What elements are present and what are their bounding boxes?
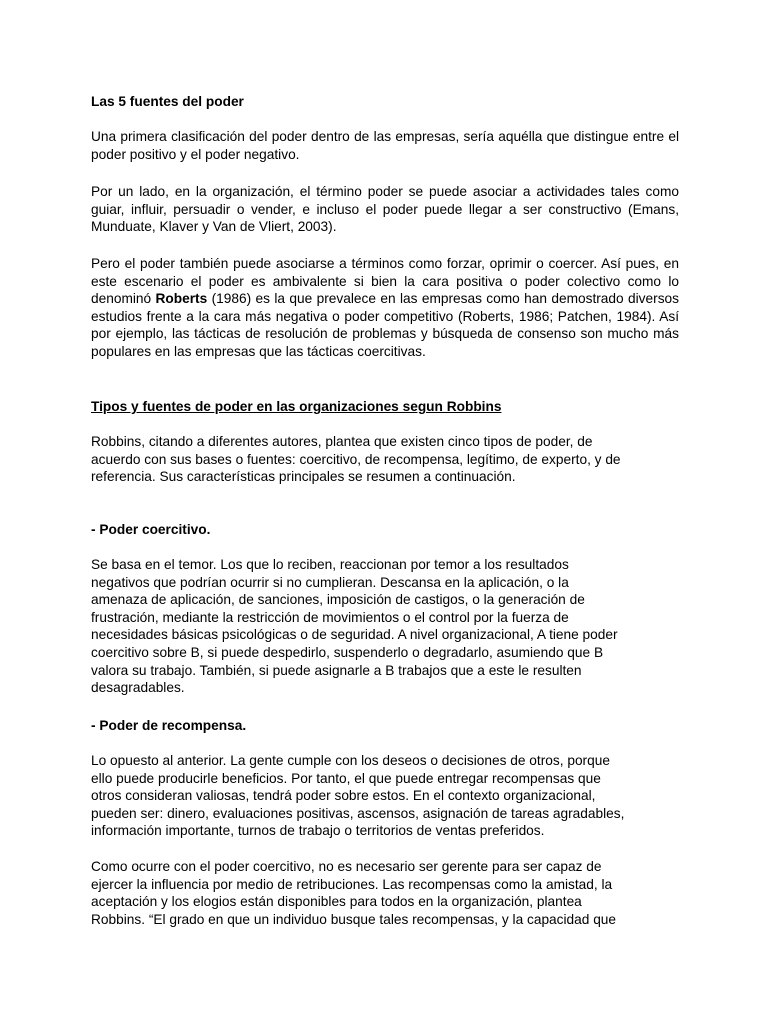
- paragraph-1: Una primera clasificación del poder dentro de las empresas, sería aquélla que distingue entre el poder positivo y el poder negativo.: [91, 129, 679, 162]
- text-line: acuerdo con sus bases o fuentes: coercitivo, de recompensa, legítimo, de experto, y de: [91, 451, 621, 467]
- text-line: negativos que podrían ocurrir si no cumplieran. Descansa en la aplicación, o la: [91, 574, 569, 590]
- text-line: otros consideran valiosas, tendrá poder sobre estos. En el contexto organizacional,: [91, 788, 596, 804]
- text-line: ello puede producirle beneficios. Por tanto, el que puede entregar recompensas que: [91, 770, 601, 786]
- text-line: Como ocurre con el poder coercitivo, no es necesario ser gerente para ser capaz de: [91, 859, 602, 874]
- text-line: coercitivo sobre B, si puede despedirlo, suspenderlo o degradarlo, asumiendo que B: [91, 644, 604, 660]
- text-line: desagradables.: [91, 680, 185, 696]
- text-line: Lo opuesto al anterior. La gente cumple con los deseos o decisiones de otros, porque: [91, 753, 610, 768]
- author-name: Roberts: [155, 291, 208, 307]
- paragraph-2: Por un lado, en la organización, el término poder se puede asociar a actividades tales como guiar, influir, persuadir o vender, e incluso el poder puede llegar a ser constructivo (Emans, Munduate, Klaver y Van de Vliert, 2003).: [91, 184, 679, 235]
- paragraph-5: [91, 556, 679, 697]
- text-line: Robbins. “El grado en que un individuo busque tales recompensas, y la capacidad que: [91, 911, 617, 927]
- text-line: valora su trabajo. También, si puede asignarle a B trabajos que a este le resulten: [91, 662, 582, 678]
- text-line: referencia. Sus características principales se resumen a continuación.: [91, 469, 516, 485]
- text-line: aceptación y los elogios están disponibles para todos en la organización, plantea: [91, 894, 582, 910]
- text-line: Robbins, citando a diferentes autores, plantea que existen cinco tipos de poder, de: [91, 434, 593, 449]
- text-line: Se basa en el temor. Los que lo reciben, reaccionan por temor a los resultados: [91, 557, 569, 572]
- text-line: ejercer la influencia por medio de retribuciones. Las recompensas como la amistad, la: [91, 876, 613, 892]
- subsection-coercitivo: - Poder coercitivo.: [91, 522, 211, 537]
- text-line: amenaza de aplicación, de sanciones, imposición de castigos, o la generación de: [91, 592, 585, 608]
- text-line: necesidades básicas psicológicas o de seguridad. A nivel organizacional, A tiene poder: [91, 627, 618, 643]
- document-title: Las 5 fuentes del poder: [91, 94, 244, 109]
- paragraph-6: [91, 752, 679, 840]
- text-line: información importante, turnos de trabajo o territorios de ventas preferidos.: [91, 823, 545, 839]
- section-title: Tipos y fuentes de poder en las organizaciones segun Robbins: [91, 399, 502, 414]
- text-line: pueden ser: dinero, evaluaciones positivas, ascensos, asignación de tareas agradables,: [91, 805, 625, 821]
- paragraph-3: Pero el poder también puede asociarse a términos como forzar, oprimir o coercer. Así pues, en este escenario el poder es ambivalente si bien la cara positiva o poder colectivo como lo denominó Roberts (1986) es la que prevalece en las empresas como han demostrado diversos estudios frente a la cara más negativa o poder competitivo (Roberts, 1986; Patchen, 1984). Así por ejemplo, las tácticas de resolución de problemas y búsqueda de consenso son mucho más populares en las empresas que las tácticas coercitivas.: [91, 256, 679, 359]
- subsection-recompensa: - Poder de recompensa.: [91, 718, 247, 733]
- paragraph-4: [91, 433, 679, 486]
- text-line: frustración, mediante la restricción de movimientos o el control por la fuerza de: [91, 609, 569, 625]
- paragraph-7: [91, 858, 679, 928]
